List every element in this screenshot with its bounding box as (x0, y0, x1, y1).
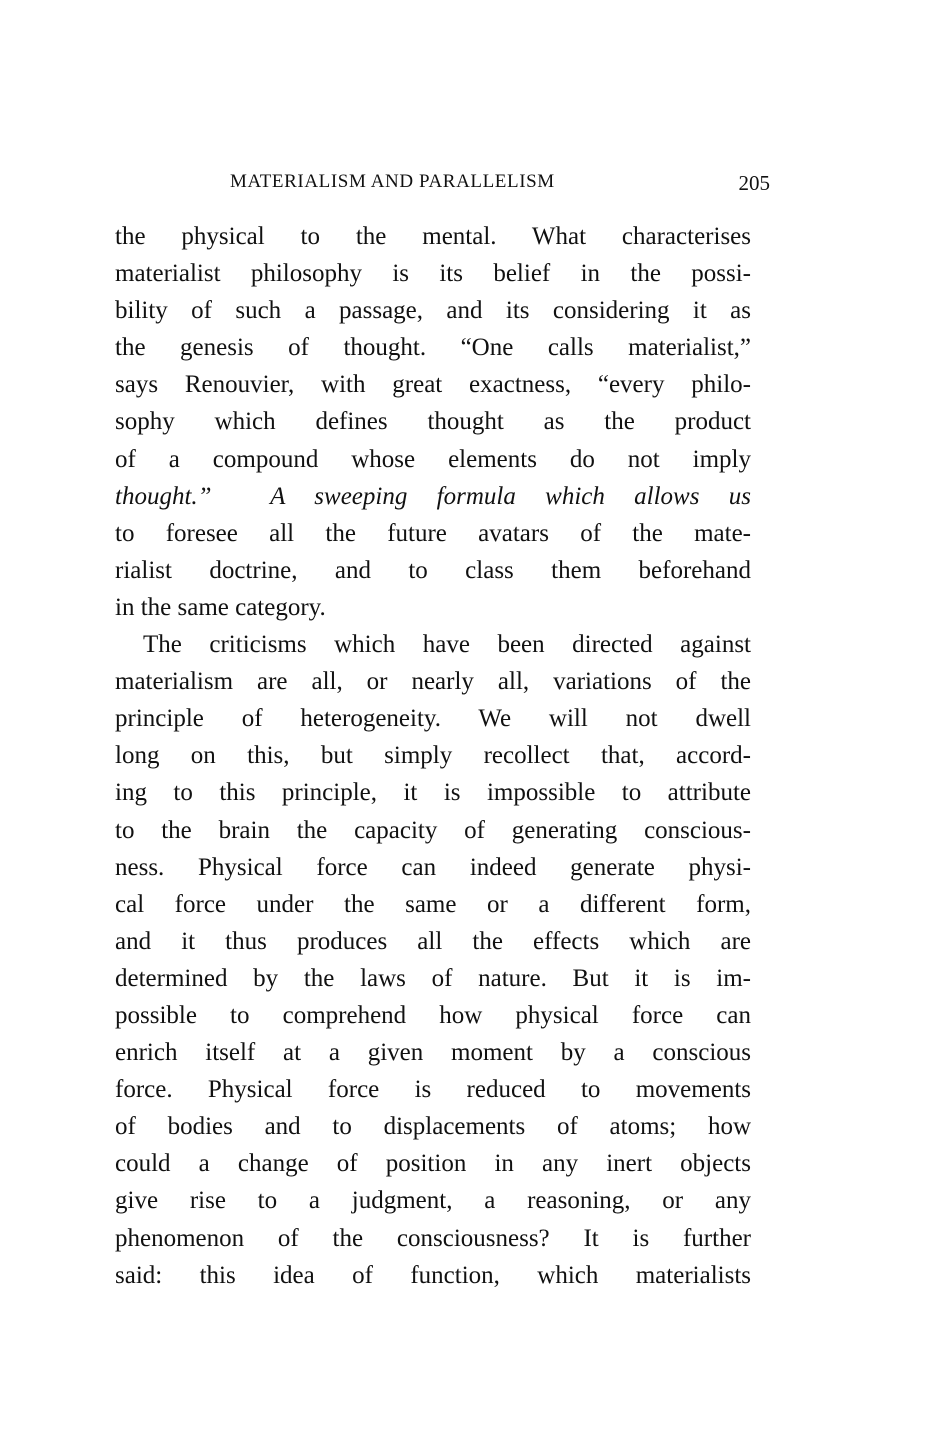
text-line: materialist philosophy is its belief in the possi- (115, 260, 751, 288)
text-line: force. Physical force is reduced to movements (115, 1076, 751, 1104)
italic-quote-end: thought.” (115, 482, 212, 510)
italic-formula-text: A sweeping formula which allows us (270, 482, 752, 510)
text-line: the genesis of thought. “One calls materialist,” (115, 334, 751, 362)
running-header (200, 171, 770, 201)
text-line: and it thus produces all the effects which are (115, 927, 751, 955)
text-line: ness. Physical force can indeed generate physi- (115, 853, 751, 881)
text-line: to foresee all the future avatars of the mate- (115, 519, 751, 547)
text-line: principle of heterogeneity. We will not dwell (115, 705, 751, 733)
text-line: enrich itself at a given moment by a conscious (115, 1039, 751, 1067)
text-line: give rise to a judgment, a reasoning, or any (115, 1187, 751, 1215)
text-line: said: this idea of function, which materialists (115, 1261, 751, 1289)
text-line: rialist doctrine, and to class them beforehand (115, 556, 751, 584)
text-line: materialism are all, or nearly all, variations of the (115, 668, 751, 696)
text-line: long on this, but simply recollect that, accord- (115, 742, 751, 770)
text-line-italic (115, 478, 751, 515)
text-line: of a compound whose elements do not imply (115, 445, 751, 473)
body-text (115, 218, 751, 1294)
text-line: in the same category. (115, 593, 326, 621)
text-line: sophy which defines thought as the product (115, 408, 751, 436)
text-line: of bodies and to displacements of atoms; how (115, 1113, 751, 1141)
text-line: cal force under the same or a different form, (115, 890, 751, 918)
page-number: 205 (738, 171, 770, 195)
text-line: possible to comprehend how physical force can (115, 1001, 751, 1029)
text-line: to the brain the capacity of generating conscious- (115, 816, 751, 844)
text-line: The criticisms which have been directed against (143, 631, 751, 659)
text-line: could a change of position in any inert objects (115, 1150, 751, 1178)
text-line: phenomenon of the consciousness? It is further (115, 1224, 751, 1252)
text-line: says Renouvier, with great exactness, “every philo- (115, 371, 751, 399)
text-line: bility of such a passage, and its considering it as (115, 297, 751, 325)
running-title: MATERIALISM AND PARALLELISM (230, 171, 555, 192)
text-line: the physical to the mental. What characterises (115, 223, 751, 250)
text-line: ing to this principle, it is impossible to attribute (115, 779, 751, 807)
text-line: determined by the laws of nature. But it is im- (115, 964, 751, 992)
